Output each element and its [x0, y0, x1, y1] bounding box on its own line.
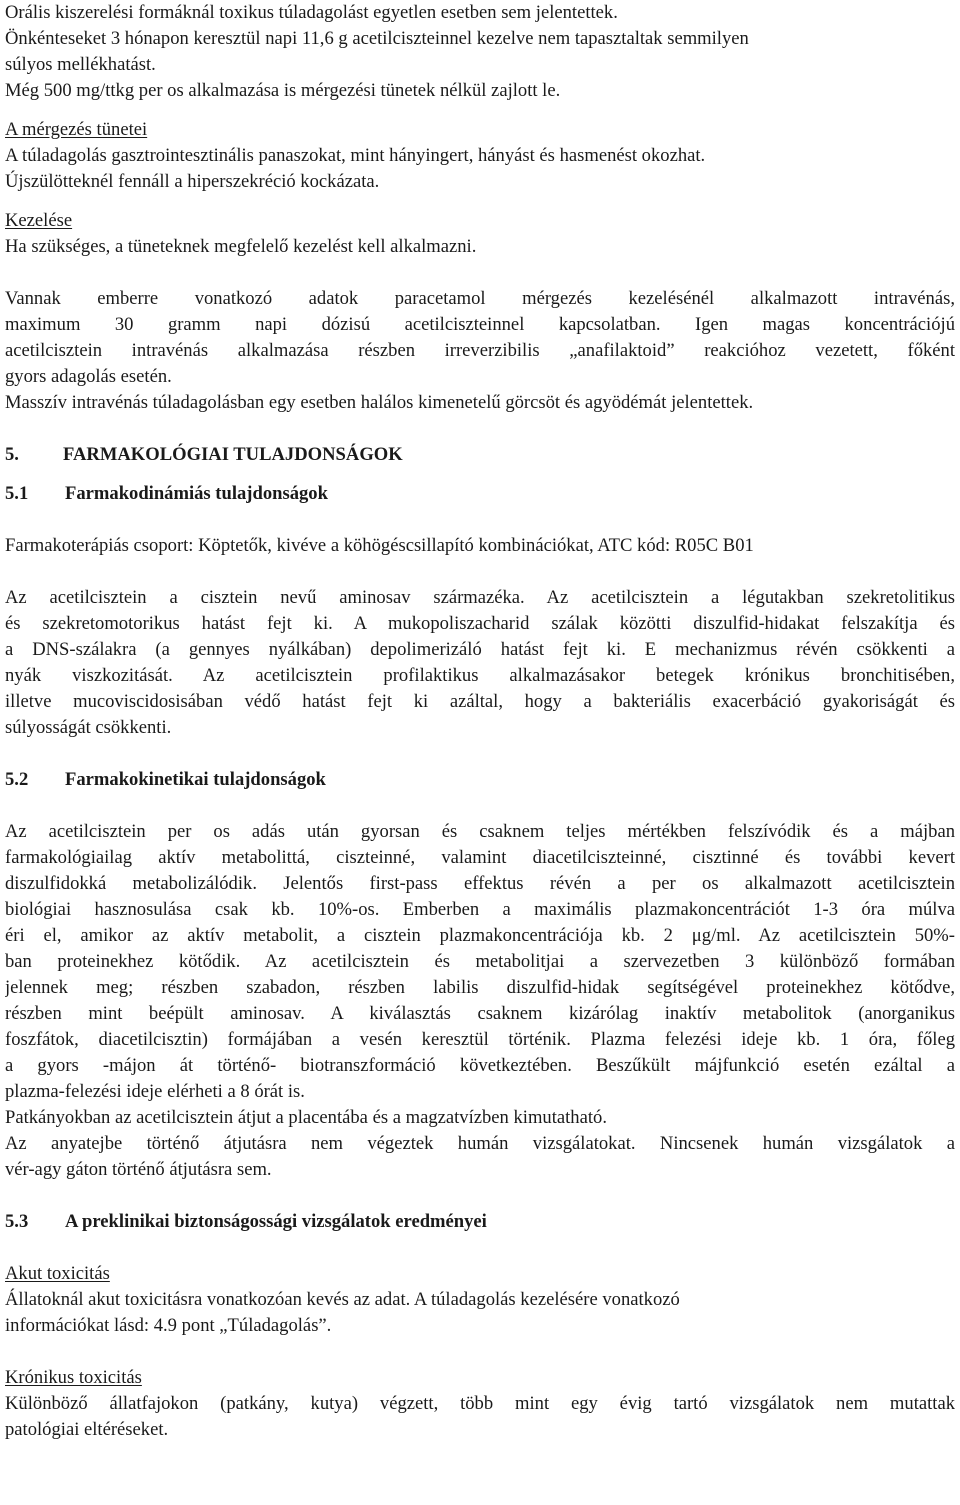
breast-milk-line-1: Az anyatejbe történő átjutásra nem végeztek humán vizsgálatokat. Nincsenek humán vizsgálatok a — [5, 1133, 955, 1154]
section-5-2-title: Farmakokinetikai tulajdonságok — [65, 769, 326, 790]
treatment-line-1: Ha szükséges, a tüneteknek megfelelő kezelést kell alkalmazni. — [5, 236, 477, 257]
overdose-line-3: súlyos mellékhatást. — [5, 54, 156, 75]
pharmacokinetics-line-8: részben mint beépült aminosav. A kiválasztás csaknem kizárólag inaktív metabolitok (anorganikus — [5, 1003, 955, 1024]
pharmacodynamics-line-5: illetve mucoviscidosisában védő hatást fejt ki azáltal, hogy a bakteriális exacerbáció gyakoriságát és — [5, 691, 955, 712]
chronic-toxicity-line-1: Különböző állatfajokon (patkány, kutya) végzett, több mint egy évig tartó vizsgálatok nem mutattak — [5, 1393, 955, 1414]
section-5-1-heading — [5, 481, 955, 507]
symptoms-line-2: Újszülötteknél fennáll a hiperszekréció kockázata. — [5, 171, 380, 192]
breast-milk-line-2: vér-agy gáton történő átjutásra sem. — [5, 1159, 272, 1180]
section-5-3-title: A preklinikai biztonságossági vizsgálatok eredményei — [65, 1211, 487, 1232]
section-5-1-number: 5.1 — [5, 483, 29, 504]
pharmacodynamics-line-6: súlyosságát csökkenti. — [5, 717, 172, 738]
pharmacokinetics-line-5: éri el, amikor az aktív metabolit, a cisztein plazmakoncentrációja kb. 2 μg/ml. Az acetilcisztein 50%- — [5, 925, 955, 946]
pharmacokinetics-line-11: plazma-felezési ideje elérheti a 8 órát is. — [5, 1081, 305, 1102]
pharmacotherapeutic-group: Farmakoterápiás csoport: Köptetők, kivéve a köhögéscsillapító kombinációkat, ATC kód: R05C B01 — [5, 535, 754, 556]
placenta-line: Patkányokban az acetilcisztein átjut a placentába és a magzatvízben kimutatható. — [5, 1107, 607, 1128]
chronic-toxicity-heading: Krónikus toxicitás — [5, 1367, 142, 1388]
treatment-para-line-4: gyors adagolás esetén. — [5, 366, 172, 387]
section-5-2-number: 5.2 — [5, 769, 29, 790]
pharmacodynamics-line-1: Az acetilcisztein a cisztein nevű aminosav származéka. Az acetilcisztein a légutakban szekretolitikus — [5, 587, 955, 608]
acute-toxicity-heading: Akut toxicitás — [5, 1263, 110, 1284]
pharmacokinetics-line-9: foszfátok, diacetilcisztin) formájában a vesén keresztül történik. Plazma felezési ideje kb. 1 óra, főleg — [5, 1029, 955, 1050]
section-5-3-heading — [5, 1209, 955, 1235]
treatment-heading: Kezelése — [5, 210, 73, 231]
chronic-toxicity-line-2: patológiai eltéréseket. — [5, 1419, 169, 1440]
acute-toxicity-line-1: Állatoknál akut toxicitásra vonatkozóan kevés az adat. A túladagolás kezelésére vonatkozó — [5, 1289, 680, 1310]
document-page — [5, 0, 955, 1443]
symptoms-line-1: A túladagolás gasztrointesztinális panaszokat, mint hányingert, hányást és hasmenést okozhat. — [5, 145, 706, 166]
pharmacokinetics-line-7: jelennek meg; részben szabadon, részben labilis diszulfid-hidak segítségével proteinekhez kötődve, — [5, 977, 955, 998]
acute-toxicity-line-2: információkat lásd: 4.9 pont „Túladagolás”. — [5, 1315, 332, 1336]
section-5-3-number: 5.3 — [5, 1211, 29, 1232]
section-5-number: 5. — [5, 444, 19, 465]
symptoms-heading: A mérgezés tünetei — [5, 119, 148, 140]
pharmacodynamics-line-2: és szekretomotorikus hatást fejt ki. A mukopoliszacharid szálak közötti diszulfid-hidakat felszakítja és — [5, 613, 955, 634]
treatment-para-line-5: Masszív intravénás túladagolásban egy esetben halálos kimenetelű görcsöt és agyödémát jelentettek. — [5, 392, 754, 413]
section-5-title: FARMAKOLÓGIAI TULAJDONSÁGOK — [63, 444, 403, 465]
pharmacokinetics-line-2: farmakológiailag aktív metabolittá, ciszteinné, valamint diacetilciszteinné, cisztinné és további kevert — [5, 847, 955, 868]
section-5-1-title: Farmakodinámiás tulajdonságok — [65, 483, 328, 504]
section-5-heading — [5, 442, 955, 468]
pharmacokinetics-line-4: biológiai hasznosulása csak kb. 10%-os. Emberben a maximális plazmakoncentrációt 1-3 óra múlva — [5, 899, 955, 920]
overdose-line-1: Orális kiszerelési formáknál toxikus túladagolást egyetlen esetben sem jelentettek. — [5, 2, 618, 23]
pharmacokinetics-line-6: ban proteinekhez kötődik. Az acetilcisztein és metabolitjai a szervezetben 3 különböző formában — [5, 951, 955, 972]
overdose-line-4: Még 500 mg/ttkg per os alkalmazása is mérgezési tünetek nélkül zajlott le. — [5, 80, 561, 101]
treatment-para-line-1: Vannak emberre vonatkozó adatok paracetamol mérgezés kezelésénél alkalmazott intravénás, — [5, 288, 955, 309]
section-5-2-heading — [5, 767, 955, 793]
pharmacokinetics-line-3: diszulfidokká metabolizálódik. Jelentős first-pass effektus révén a per os alkalmazott acetilcisztein — [5, 873, 955, 894]
treatment-para-line-3: acetilcisztein intravénás alkalmazása részben irreverzibilis „anafilaktoid” reakcióhoz vezetett, főként — [5, 340, 955, 361]
pharmacodynamics-line-4: nyák viszkozitását. Az acetilcisztein profilaktikus alkalmazásakor betegek krónikus bronchitisében, — [5, 665, 955, 686]
pharmacokinetics-line-10: a gyors -májon át történő- biotranszformáció következtében. Beszűkült májfunkció esetén ezáltal a — [5, 1055, 955, 1076]
overdose-line-2: Önkénteseket 3 hónapon keresztül napi 11,6 g acetilciszteinnel kezelve nem tapasztaltak semmilyen — [5, 28, 749, 49]
pharmacodynamics-line-3: a DNS-szálakra (a gennyes nyálkában) depolimerizáló hatást fejt ki. E mechanizmus révén csökkenti a — [5, 639, 955, 660]
treatment-para-line-2: maximum 30 gramm napi dózisú acetilciszteinnel kapcsolatban. Igen magas koncentrációjú — [5, 314, 955, 335]
pharmacokinetics-line-1: Az acetilcisztein per os adás után gyorsan és csaknem teljes mértékben felszívódik és a májban — [5, 821, 955, 842]
